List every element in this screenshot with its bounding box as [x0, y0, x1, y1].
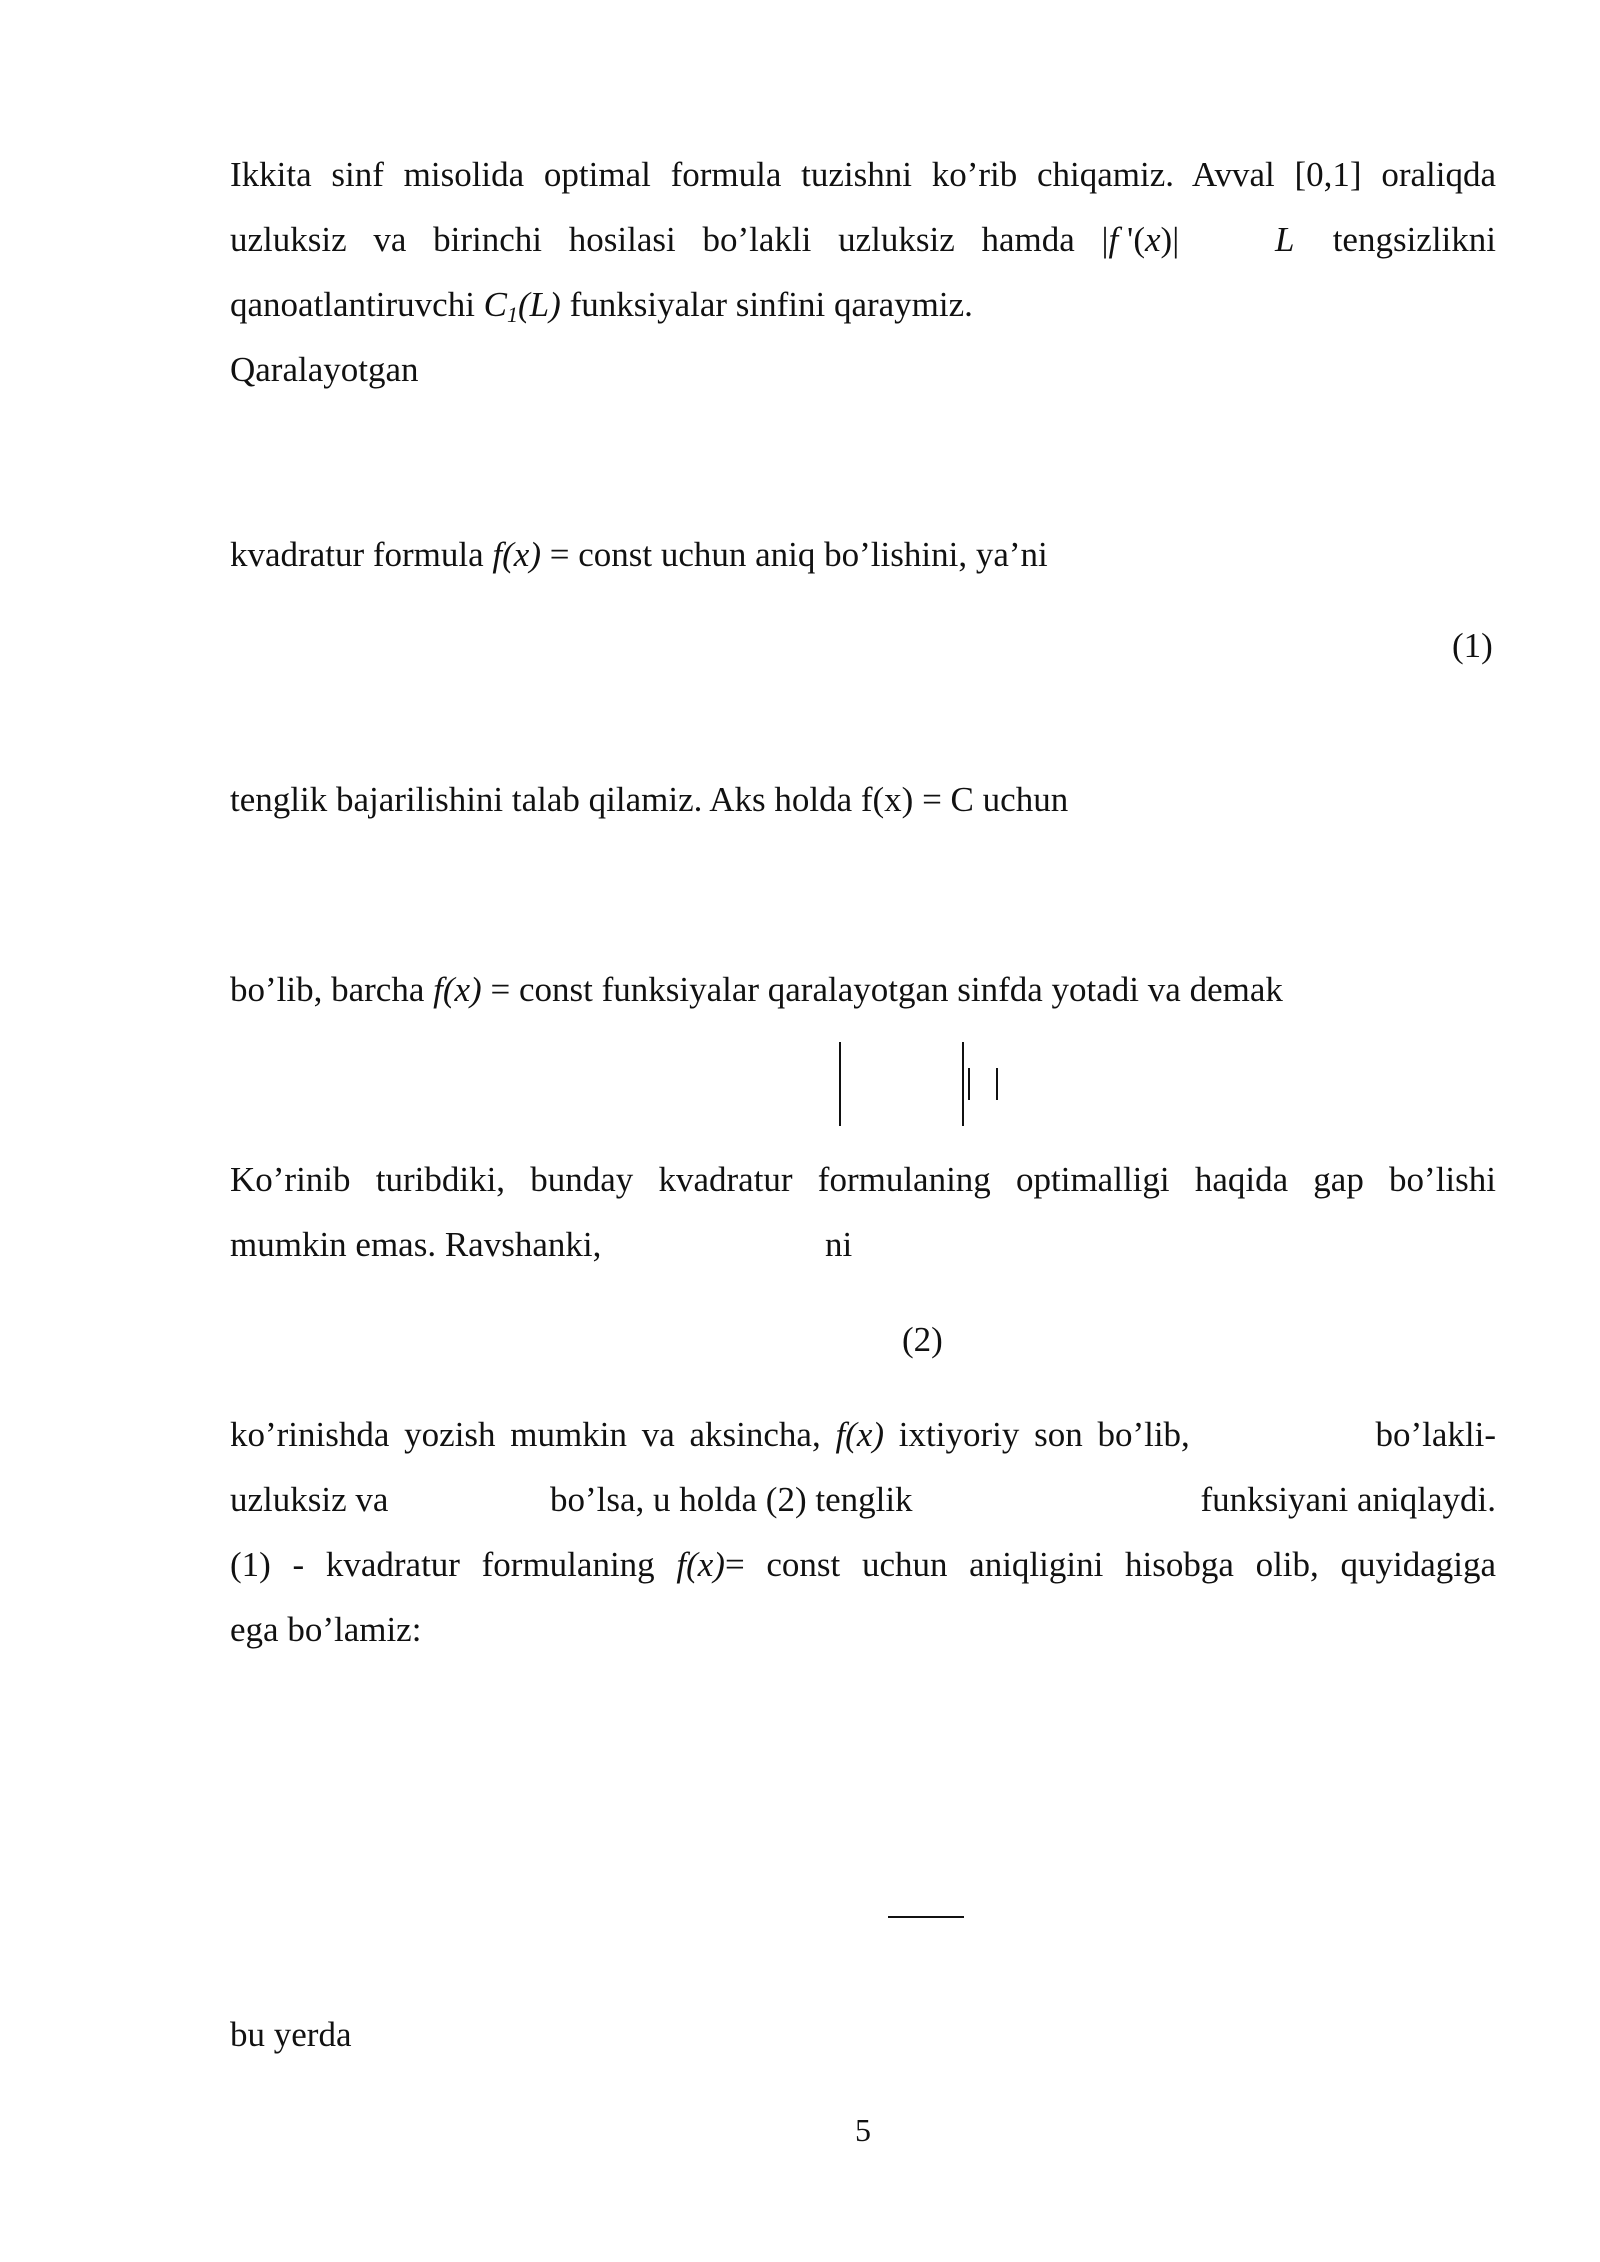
constant-L: L: [1275, 220, 1295, 259]
text-segment: = const uchun aniqligini hisobga olib, quyidagiga: [724, 1545, 1496, 1584]
text-segment-b: ixtiyoriy son bo’lib,: [884, 1415, 1190, 1454]
paragraph-1-line-1: [230, 155, 1496, 195]
text-segment-b: bo’lsa, u holda (2) tenglik: [550, 1480, 913, 1519]
formula-vertical-bar: [996, 1068, 998, 1100]
paragraph-6-line-4: [230, 1610, 421, 1650]
function-fx: f(x): [676, 1545, 725, 1584]
text-segment-a: ko’rinishda yozish mumkin va aksincha,: [230, 1415, 836, 1454]
text-segment-b: '(: [1118, 220, 1145, 259]
text-segment: bu yerda: [230, 2015, 352, 2054]
equation-number-1: (1): [1452, 626, 1493, 665]
class-subscript: 1: [507, 302, 519, 327]
text-segment-a: uzluksiz va birinchi hosilasi bo’lakli uzluksiz hamda |: [230, 220, 1109, 259]
text-segment: Ikkita sinf misolida optimal formula tuzishni ko’rib chiqamiz. Avval [0,1] oraliqda: [230, 155, 1496, 194]
text-segment: = const uchun aniq bo’lishini, ya’ni: [540, 535, 1048, 574]
class-C: C: [483, 285, 508, 324]
equation-number-2: (2): [902, 1320, 943, 1359]
text-segment: bo’lib, barcha: [230, 970, 434, 1009]
function-fx: f(x): [433, 970, 482, 1009]
text-segment-d: tengsizlikni: [1332, 220, 1496, 259]
text-segment: tenglik bajarilishini talab qilamiz. Aks holda f(x) = C uchun: [230, 780, 1069, 819]
text-segment-c: bo’lakli-: [1375, 1415, 1496, 1454]
paragraph-7: [230, 2015, 351, 2055]
text-segment: [230, 1415, 1190, 1455]
class-L: (L): [518, 285, 561, 324]
paragraph-1-line-4: [230, 350, 419, 390]
text-segment: kvadratur formula: [230, 535, 493, 574]
text-segment-a: uzluksiz va: [230, 1480, 389, 1519]
text-segment: [230, 220, 1179, 260]
text-segment: ega bo’lamiz:: [230, 1610, 422, 1649]
text-segment: qanoatlantiruvchi: [230, 285, 484, 324]
text-segment: funksiyalar sinfini qaraymiz.: [560, 285, 973, 324]
text-segment: = const funksiyalar qaralayotgan sinfda yotadi va demak: [481, 970, 1283, 1009]
paragraph-2: [230, 535, 1048, 575]
text-segment: mumkin emas. Ravshanki,: [230, 1225, 602, 1264]
paragraph-6-line-3: [230, 1545, 1496, 1585]
text-segment: ni: [825, 1225, 853, 1264]
function-f: f: [1108, 220, 1119, 259]
formula-vertical-bar: [968, 1068, 970, 1100]
formula-fraction-bar: [888, 1916, 964, 1918]
text-segment: (1) - kvadratur formulaning: [230, 1545, 677, 1584]
text-segment: Ko’rinib turibdiki, bunday kvadratur formulaning optimalligi haqida gap bo’lishi: [230, 1160, 1496, 1199]
paragraph-5-line-1: [230, 1160, 1496, 1200]
formula-vertical-bar: [839, 1042, 841, 1126]
text-segment-c: )|: [1160, 220, 1180, 259]
paragraph-4: [230, 970, 1283, 1010]
paragraph-1-line-3: [230, 285, 973, 325]
page-number: 5: [855, 2112, 871, 2148]
formula-vertical-bar: [962, 1042, 964, 1126]
variable-x: x: [1145, 220, 1161, 259]
function-fx: f(x): [492, 535, 541, 574]
text-segment: Qaralayotgan: [230, 350, 419, 389]
function-fx: f(x): [835, 1415, 885, 1454]
paragraph-3: [230, 780, 1068, 820]
text-segment-c: funksiyani aniqlaydi.: [1200, 1480, 1496, 1519]
